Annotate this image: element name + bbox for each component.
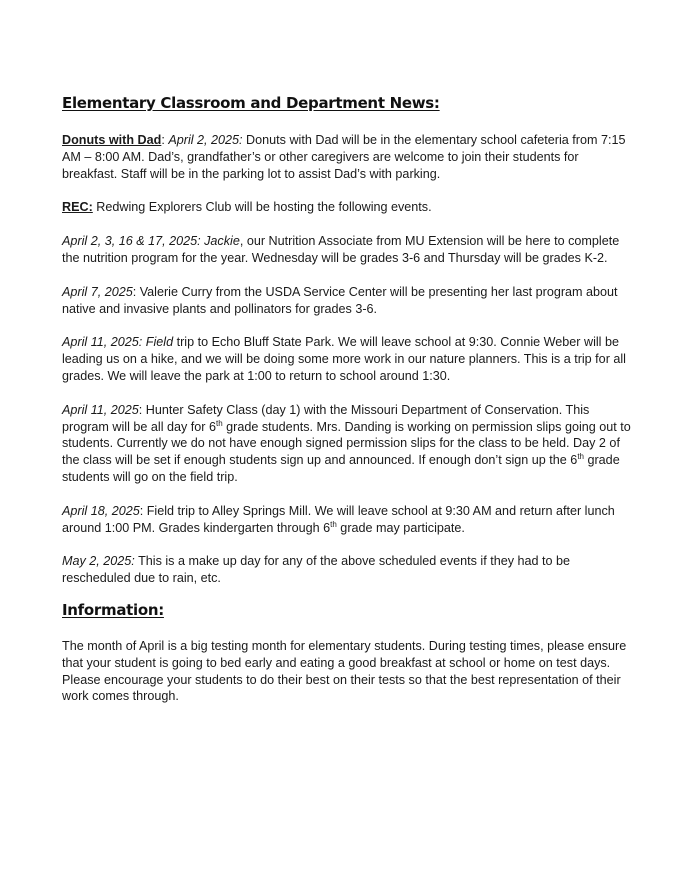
event-hunter-safety-sup-a: th	[216, 418, 223, 428]
event-alley-springs-text-a: : Field trip to Alley Springs Mill. We will leave school at 9:30 AM and return after lunch around 1:00 PM. Grades kindergarten through 6	[62, 503, 615, 535]
rec-paragraph	[62, 199, 637, 216]
event-usda-text: : Valerie Curry from the USDA Service Center will be presenting her last program about native and invasive plants and pollinators for grades 3-6.	[62, 284, 618, 316]
event-alley-springs	[62, 503, 637, 537]
event-usda	[62, 284, 637, 318]
information-paragraph: The month of April is a big testing month for elementary students. During testing times, please ensure that your student is going to bed early and eating a good breakfast at school or home on test days. Please encourage your students to do their best on their tests so that the best representation of their work comes through.	[62, 638, 627, 704]
event-hunter-safety-date: April 11, 2025	[62, 402, 139, 417]
donuts-separator: :	[161, 133, 169, 147]
rec-label: REC:	[62, 200, 93, 215]
event-echo-bluff	[62, 334, 637, 384]
event-hunter-safety-text-b: grade students. Mrs. Danding is working on permission slips going out to students. Currently we do not have enough signed permission slips for the class to be held. Day 2 of the class will be set if enough students sign up and announced. If enough don’t sign up the 6	[62, 419, 631, 468]
event-alley-springs-sup: th	[330, 519, 337, 529]
event-echo-bluff-text: trip to Echo Bluff State Park. We will leave school at 9:30. Connie Weber will be leading us on a hike, and we will be doing some more work in our nature planners. This is a trip for all grades. We will leave the park at 1:00 to return to school around 1:30.	[62, 335, 626, 383]
section-heading-news: Elementary Classroom and Department News:	[62, 94, 440, 112]
donuts-paragraph	[62, 132, 637, 182]
donuts-date: April 2, 2025:	[168, 133, 243, 147]
event-alley-springs-date: April 18, 2025	[62, 503, 140, 518]
event-makeup-day-text: This is a make up day for any of the above scheduled events if they had to be rescheduled due to rain, etc.	[62, 554, 571, 586]
event-hunter-safety-sup-b: th	[577, 451, 584, 461]
document-content	[62, 94, 637, 705]
event-makeup-day-date: May 2, 2025:	[62, 554, 135, 569]
event-makeup-day	[62, 553, 637, 587]
event-hunter-safety	[62, 402, 637, 486]
event-hunter-safety-text-c: grade students will go on the field trip.	[62, 453, 620, 484]
rec-text: Redwing Explorers Club will be hosting the following events.	[92, 200, 432, 215]
event-alley-springs-text-b: grade may participate.	[336, 520, 465, 535]
event-echo-bluff-date: April 11, 2025: Field	[62, 335, 174, 350]
event-nutrition-text: , our Nutrition Associate from MU Extension will be here to complete the nutrition program for the year. Wednesday will be grades 3-6 and Thursday will be grades K-2.	[62, 234, 620, 265]
event-hunter-safety-text-a: : Hunter Safety Class (day 1) with the Missouri Department of Conservation. This program will be all day for 6	[62, 402, 590, 434]
donuts-label: Donuts with Dad	[62, 133, 162, 147]
donuts-text: Donuts with Dad will be in the elementary school cafeteria from 7:15 AM – 8:00 AM. Dad’s, grandfather’s or other caregivers are welcome to join their students for breakfast. Staff will be in the parking lot to assist Dad’s with parking.	[62, 133, 626, 181]
event-nutrition	[62, 233, 637, 267]
event-nutrition-date: April 2, 3, 16 & 17, 2025: Jackie	[62, 234, 240, 249]
event-usda-date: April 7, 2025	[62, 284, 133, 299]
section-heading-information: Information:	[62, 600, 164, 619]
